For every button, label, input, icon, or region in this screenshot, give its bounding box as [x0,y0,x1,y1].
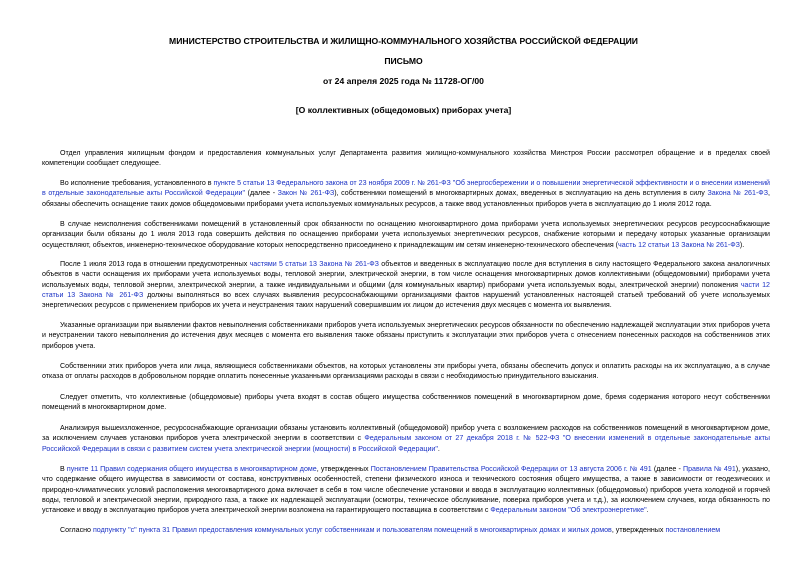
legal-reference-link[interactable]: часть 12 статьи 13 Закона № 261-ФЗ [618,240,740,249]
paragraph-text: (далее - [245,189,278,198]
legal-reference-link[interactable]: Правила № 491 [683,465,736,473]
legal-reference-link[interactable]: частями 5 статьи 13 Закона № 261-ФЗ [249,260,379,268]
paragraph-text: должны выполняться во всех случаях выявления ресурсоснабжающими организациями фактов нарушений установленных настоящей статьей требований об учете используемых энергетических ресурсов с применением приборов их учета и неустранения таких нарушений совершившим их лицом до истечения двух месяцев с момента их выявления. [42,290,770,310]
paragraph [42,148,770,169]
legal-reference-link[interactable]: Федеральным законом "Об электроэнергетике" [490,506,647,515]
legal-reference-link[interactable]: Постановлением Правительства Российской Федерации от 13 августа 2006 г. № 491 [370,465,652,473]
paragraph-text: , утвержденных [611,526,666,534]
paragraph-text: Следует отметить, что коллективные (общедомовые) приборы учета входят в состав общего имущества собственников помещений в многоквартирном доме, бремя содержания которого несут собственники помещений в многоквартирном доме. [42,393,770,412]
legal-reference-link[interactable]: Федеральным законом от 27 декабря 2018 г. № 522-ФЗ "О внесении изменений в отдельные законодательные акты Российской Федерации в связи с развитием систем учета электрической энергии (мощности) в Российской Федерации" [42,434,770,453]
document-date-number: от 24 апреля 2025 года № 11728-ОГ/00 [323,76,484,86]
ministry-title: МИНИСТЕРСТВО СТРОИТЕЛЬСТВА И ЖИЛИЩНО-КОММУНАЛЬНОГО ХОЗЯЙСТВА РОССИЙСКОЙ ФЕДЕРАЦИИ [169,36,638,46]
paragraph-text: . [437,444,440,453]
paragraph [42,464,770,515]
legal-reference-link[interactable]: Закон № 261-ФЗ [277,189,335,198]
paragraph [42,219,770,250]
paragraph [42,259,770,310]
paragraph-text: ), указано, что содержание общего имущества в зависимости от состава, конструктивных особенностей, степени физического износа и технического состояния общего имущества, а также в зависимости от геодезических и природно-климатических условий расположения многоквартирного дома включает в себя в том числе обеспечение установки и ввода в эксплуатацию коллективных (общедомовых) приборов учета холодной и горячей воды, тепловой и электрической энергии, природного газа, а также их надлежащей эксплуатации (осмотры, техническое обслуживание, поверка приборов учета и т.д.), за исключением случаев, когда обязанность по установке и вводу в эксплуатацию приборов учета электрической энергии возложена на гарантирующего поставщика в соответствии с [42,465,770,515]
paragraph-text: объектов и введенных в эксплуатацию после дня вступления в силу настоящего Федерального закона аналогичных объектов в части оснащения их приборами учета используемых воды, тепловой энергии, электрической энергии, в том числе оснащения многоквартирных домов коллективными (общедомовыми) приборами учета используемых воды, тепловой энергии, электрической энергии, а также индивидуальными и общими (для коммунальных квартир) приборами учета используемых воды, электрической энергии) положения [42,260,770,289]
paragraph-text: Собственники этих приборов учета или лица, являющиеся собственниками объектов, на которых установлены эти приборы учета, обязаны обеспечить допуск и оплатить расходы на их эксплуатацию, а в случае отказа от оплаты расходов в добровольном порядке оплатить понесенные указанными организациями расходы в связи с необходимостью принудительного взыскания. [42,362,770,381]
paragraph-text: Согласно [60,526,93,534]
paragraph [42,423,770,454]
paragraph [42,178,770,209]
document-subject: [О коллективных (общедомовых) приборах учета] [295,105,512,115]
document-type: ПИСЬМО [384,56,423,66]
legal-reference-link[interactable]: пункте 11 Правил содержания общего имущества в многоквартирном доме [66,465,317,473]
paragraph-text: ), собственники помещений в многоквартирных домах, введенных в эксплуатацию на день вступления в силу [334,189,708,198]
paragraph [42,361,770,382]
paragraph-text: (далее - [651,465,684,473]
legal-reference-link[interactable]: Закона № 261-ФЗ [707,189,768,198]
paragraph-text: ). [739,240,745,249]
paragraph [42,392,770,413]
paragraph-text: Анализируя вышеизложенное, ресурсоснабжающие организации обязаны установить коллективный (общедомовой) прибор учета с возложением расходов на собственников помещений в многоквартирном доме, за исключением случаев установки приборов учета электрической энергии в соответствии с [42,424,770,443]
paragraph-text: В случае неисполнения собственниками помещений в установленный срок обязанности по оснащению многоквартирного дома приборами учета используемых энергетических ресурсов ресурсоснабжающие организации были обязаны до 1 июля 2013 года совершить действия по оснащению приборами учета используемых энергетических ресурсов, снабжение которыми и передачу которых указанные организации осуществляют, объектов, инженерно-техническое оборудование которых непосредственно присоединено к принадлежащим им сетям инженерно-технического обеспечения ( [42,220,770,249]
paragraph-text: Отдел управления жилищным фондом и предоставления коммунальных услуг Департамента развития жилищно-коммунального хозяйства Минстроя России рассмотрел обращение и в пределах своей компетенции сообщает следующее. [42,149,770,168]
paragraph-text: , обязаны обеспечить оснащение таких домов общедомовыми приборами учета используемых коммунальных ресурсов, а также ввод установленных приборов учета в эксплуатацию до 1 июля 2012 года. [42,189,770,208]
paragraph-text: Указанные организации при выявлении фактов невыполнения собственниками приборов учета используемых энергетических ресурсов обязанности по обеспечению надлежащей эксплуатации этих приборов учета и неустранении такого невыполнения до истечения двух месяцев с момента его выявления также обязаны приступить к эксплуатации этих приборов учета с отнесением понесенных расходов на собственников этих приборов учета. [42,321,770,350]
paragraph [42,320,770,351]
legal-reference-link[interactable]: подпункту "с" пункта 31 Правил предоставления коммунальных услуг собственникам и пользователям помещений в многоквартирных домах и жилых домов [92,526,612,534]
paragraph-text: В [60,465,67,473]
legal-reference-link[interactable]: пункте 5 статьи 13 Федерального закона от 23 ноября 2009 г. № 261-ФЗ "Об энергосбережении и о повышении энергетической эффективности и о внесении изменений в отдельные законодательные акты Российской Федерации" [42,179,771,198]
paragraph [42,525,770,535]
legal-reference-link[interactable]: постановлением [665,526,721,534]
paragraph-text: После 1 июля 2013 года в отношении предусмотренных [60,260,250,268]
paragraph-text: Во исполнение требования, установленного в [60,179,214,187]
paragraph-text: . [646,506,649,515]
paragraph-text: , утвержденных [316,465,371,473]
legal-reference-link[interactable]: части 12 статьи 13 Закона № 261-ФЗ [42,280,770,299]
